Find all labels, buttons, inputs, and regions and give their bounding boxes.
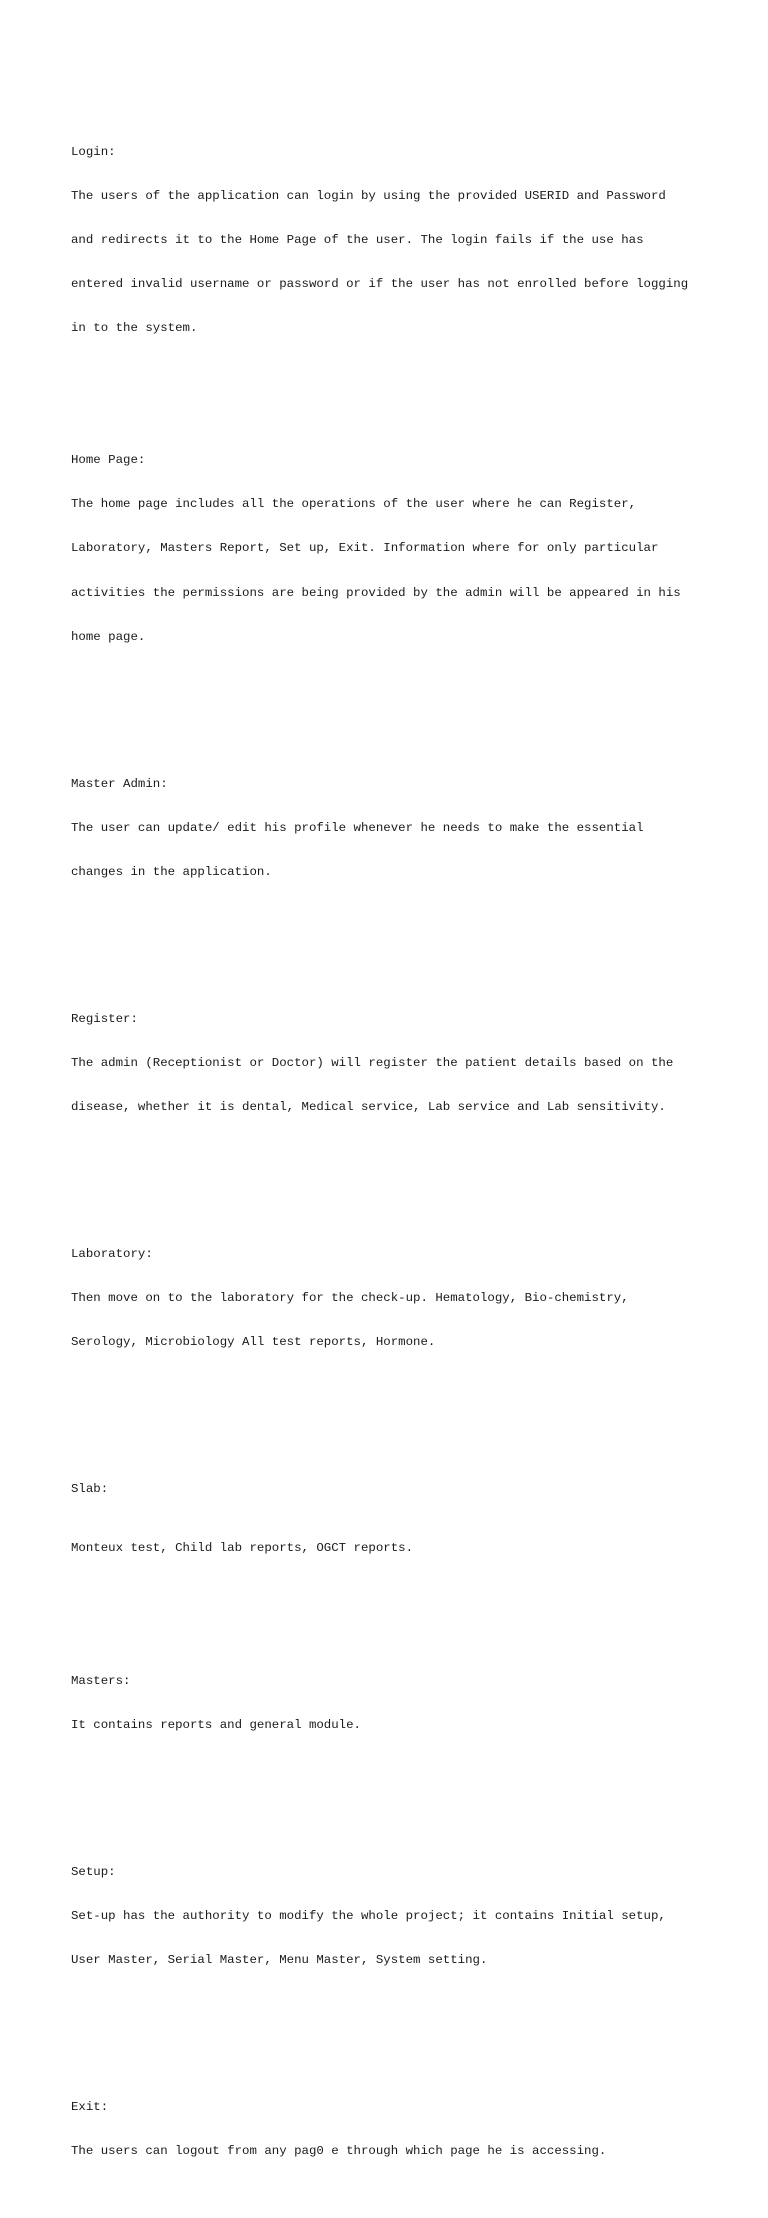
text-line: Serology, Microbiology All test reports, Hormone. — [71, 1335, 436, 1350]
section-login — [71, 115, 731, 365]
text-line: activities the permissions are being provided by the admin will be appeared in his — [71, 585, 681, 600]
section-setup — [71, 1835, 731, 1997]
section-heading: Register: — [71, 1011, 138, 1026]
text-line: User Master, Serial Master, Menu Master, System setting. — [71, 1952, 488, 1967]
section-heading: Exit: — [71, 2099, 109, 2114]
text-line: Then move on to the laboratory for the check-up. Hematology, Bio-chemistry, — [71, 1291, 629, 1306]
section-heading: Master Admin: — [71, 776, 168, 791]
section-exit — [71, 2070, 731, 2188]
section-register — [71, 983, 731, 1145]
text-line: The home page includes all the operations of the user where he can Register, — [71, 497, 637, 512]
text-line: The users of the application can login by using the provided USERID and Password — [71, 188, 666, 203]
section-masters — [71, 1644, 731, 1762]
text-line: It contains reports and general module. — [71, 1717, 361, 1732]
document-page — [71, 71, 731, 2218]
section-heading: Login: — [71, 144, 116, 159]
section-heading: Home Page: — [71, 453, 146, 468]
section-home-page — [71, 424, 731, 674]
text-line: disease, whether it is dental, Medical service, Lab service and Lab sensitivity. — [71, 1100, 666, 1115]
text-line: Monteux test, Child lab reports, OGCT reports. — [71, 1541, 414, 1556]
section-slab — [71, 1453, 731, 1585]
text-line: Laboratory, Masters Report, Set up, Exit. Information where for only particular — [71, 541, 659, 556]
section-heading: Setup: — [71, 1864, 116, 1879]
section-heading: Slab: — [71, 1482, 109, 1497]
section-master-admin — [71, 747, 731, 909]
text-line: entered invalid username or password or if the user has not enrolled before logging — [71, 276, 689, 291]
text-line: in to the system. — [71, 320, 198, 335]
text-line: The user can update/ edit his profile whenever he needs to make the essential — [71, 820, 644, 835]
text-line: home page. — [71, 629, 146, 644]
text-line: changes in the application. — [71, 864, 272, 879]
section-laboratory — [71, 1218, 731, 1380]
text-line: The admin (Receptionist or Doctor) will register the patient details based on the — [71, 1056, 674, 1071]
text-line: Set-up has the authority to modify the whole project; it contains Initial setup, — [71, 1908, 666, 1923]
section-heading: Masters: — [71, 1673, 131, 1688]
text-line: and redirects it to the Home Page of the user. The login fails if the use has — [71, 232, 644, 247]
section-heading: Laboratory: — [71, 1247, 153, 1262]
text-line: The users can logout from any pag0 e through which page he is accessing. — [71, 2144, 607, 2158]
